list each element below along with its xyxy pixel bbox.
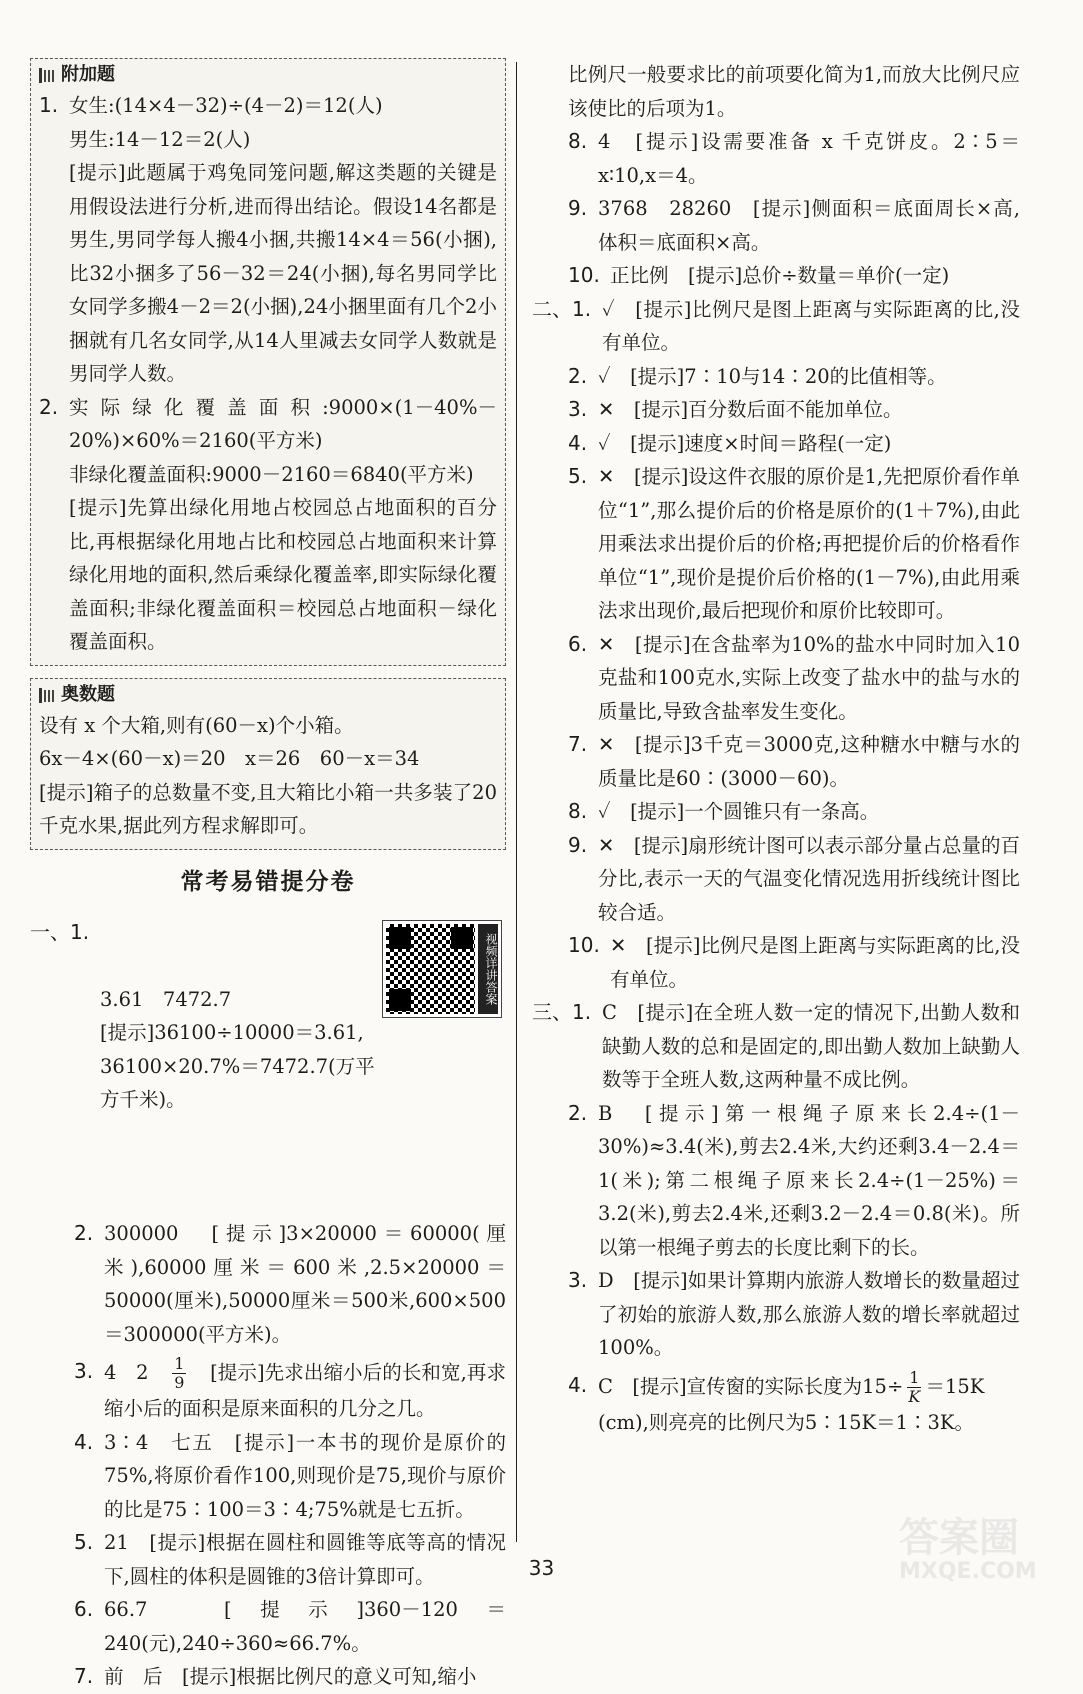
- bonus-item-1: 1. 女生:(14×4－32)÷(4－2)＝12(人): [39, 93, 383, 117]
- olympiad-line-2: 6x－4×(60－x)＝20 x＝26 60－x＝34: [39, 747, 420, 770]
- part2: [532, 293, 1020, 997]
- part3-item-2: 2. B [提示]第一根绳子原来长2.4÷(1－30%)≈3.4(米),剪去2.4米,大约还剩3.4－2.4＝1(米);第二根绳子原来长2.4÷(1－25%)＝3.2(米),剪去2.4米,还剩3.2－2.4＝0.8(米)。所以第一根绳子剪去的长度比剩下的长。: [568, 1100, 1020, 1259]
- part1-item-6: 6. 66.7 [提示]360－120＝240(元),240÷360≈66.7%。: [74, 1597, 506, 1655]
- watermark-logo: 答案圈 MXQE.COM: [899, 1515, 1037, 1584]
- part1-item-10: 10. 正比例 [提示]总价÷数量＝单价(一定): [568, 263, 950, 287]
- qr-code[interactable]: [382, 920, 502, 1018]
- continued-text: 比例尺一般要求比的前项要化简为1,而放大比例尺应该使比的后项为1。: [568, 63, 1020, 120]
- left-column: [30, 58, 506, 1694]
- book-icon: [39, 686, 57, 704]
- part2-item-4: 4. ✓ [提示]速度×时间＝路程(一定): [568, 430, 892, 455]
- section-title: 常考易错提分卷: [180, 868, 356, 895]
- part2-item-1: 二、 1. ✓ [提示]比例尺是图上距离与实际距离的比,没有单位。: [532, 296, 1020, 354]
- part1-item-1: 一、 1. 3.61 7472.7 [提示]36100÷10000＝3.61, 36100×20.7%＝7472.7(万平 方千米)。 视频详讲答案: [30, 916, 506, 1218]
- olympiad-title: 奥数题: [39, 681, 497, 709]
- part3-item-4: 4. C [提示]宣传窗的实际长度为15÷ $\frac{1}{K}$ ＝15K (cm),则亮亮的比例尺为5∶15K＝1∶3K。: [568, 1367, 985, 1434]
- part1-item-2: 2. 300000 [提示]3×20000＝60000(厘米),60000厘米＝600米,2.5×20000＝50000(厘米),50000厘米＝500米,600×500＝300000(平方米)。: [74, 1221, 506, 1346]
- olympiad-question-box: [30, 678, 506, 850]
- bonus-item-2-detail: 非绿化覆盖面积:9000－2160＝6840(平方米) [提示]先算出绿化用地占校园总占地面积的百分比,再根据绿化用地占比和校园总占地面积来计算绿化用地的面积,然后乘绿化覆盖率,即实际绿化覆盖面积;非绿化覆盖面积＝校园总占地面积－绿化覆盖面积。: [69, 462, 497, 653]
- part1-item-3: 3. 4 2 $\frac{1}{9}$ [提示]先求出缩小后的长和宽,再求缩小后的面积是原来面积的几分之几。: [74, 1354, 506, 1420]
- part3-item-1: 三、 1. C [提示]在全班人数一定的情况下,出勤人数和缺勤人数的总和是固定的,即出勤人数加上缺勤人数等于全班人数,这两种量不成比例。: [532, 1000, 1020, 1091]
- part3: [532, 996, 1020, 1439]
- part1-item-4: 4. 3∶4 七五 [提示]一本书的现价是原价的75%,将原价看作100,则现价是75,现价与原价的比是75∶100＝3∶4;75%就是七五折。: [74, 1429, 506, 1521]
- olympiad-hint: [提示]箱子的总数量不变,且大箱比小箱一共多装了20千克水果,据此列方程求解即可。: [39, 780, 497, 837]
- book-icon: [39, 66, 57, 84]
- part2-item-3: 3. ✕ [提示]百分数后面不能加单位。: [568, 397, 903, 421]
- part1-item-8: 8. 4 [提示]设需要准备 x 千克饼皮。2∶5＝x∶10,x＝4。: [568, 129, 1020, 187]
- bonus-item-2: 2. 实际绿化覆盖面积:9000×(1－40%－20%)×60%＝2160(平方米): [39, 394, 497, 452]
- part2-item-6: 6. ✕ [提示]在含盐率为10%的盐水中同时加入10克盐和100克水,实际上改变了盐水中的盐与水的质量比,导致含盐率发生变化。: [568, 631, 1020, 723]
- qr-label: 视频详讲答案: [478, 924, 498, 1014]
- fraction: $\frac{1}{9}$: [174, 1354, 185, 1392]
- part1-item-5: 5. 21 [提示]根据在圆柱和圆锥等底等高的情况下,圆柱的体积是圆锥的3倍计算即可。: [74, 1530, 506, 1588]
- part2-item-9: 9. ✕ [提示]扇形统计图可以表示部分量占总量的百分比,表示一天的气温变化情况选用折线统计图比较合适。: [568, 832, 1020, 924]
- part2-item-10: 10. ✕ [提示]比例尺是图上距离与实际距离的比,没有单位。: [568, 933, 1020, 991]
- bonus-item-1-detail: 男生:14－12＝2(人) [提示]此题属于鸡兔同笼问题,解这类题的关键是用假设法进行分析,进而得出结论。假设14名都是男生,男同学每人搬4小捆,共搬14×4＝56(小捆),比32小捆多了56－32＝24(小捆),每名男同学比女同学多搬4－2＝2(小捆),24小捆里面有几个2小捆就有几名女同学,从14人里减去女同学人数就是男同学人数。: [69, 127, 497, 385]
- fraction: $\frac{1}{K}$: [908, 1367, 921, 1406]
- bonus-title: 附加题: [39, 61, 497, 89]
- part2-item-8: 8. ✓ [提示]一个圆锥只有一条高。: [568, 799, 880, 823]
- part2-item-5: 5. ✕ [提示]设这件衣服的原价是1,先把原价看作单位“1”,那么提价后的价格是原价的(1＋7%),由此用乘法求出提价后的价格;再把提价后的价格看作单位“1”,现价是提价后价格的(1－7%),由此用乘法求出现价,最后把现价和原价比较即可。: [568, 464, 1020, 622]
- column-divider: [516, 62, 517, 1542]
- part1-item-9: 9. 3768 28260 [提示]侧面积＝底面周长×高,体积＝底面积×高。: [568, 196, 1020, 254]
- right-column: [532, 58, 1020, 1439]
- part1-item-7: 7. 前 后 [提示]根据比例尺的意义可知,缩小: [74, 1664, 477, 1688]
- qr-code-image: [386, 924, 475, 1014]
- page-number: 33: [528, 1556, 555, 1580]
- part2-item-2: 2. ✓ [提示]7∶10与14∶20的比值相等。: [568, 363, 947, 388]
- olympiad-line-1: 设有 x 个大箱,则有(60－x)个小箱。: [39, 713, 354, 737]
- bonus-question-box: [30, 58, 506, 666]
- part3-item-3: 3. D [提示]如果计算期内旅游人数增长的数量超过了初始的旅游人数,那么旅游人数的增长率就超过100%。: [568, 1268, 1020, 1359]
- part2-item-7: 7. ✕ [提示]3千克＝3000克,这种糖水中糖与水的质量比是60∶(3000－60)。: [568, 732, 1020, 790]
